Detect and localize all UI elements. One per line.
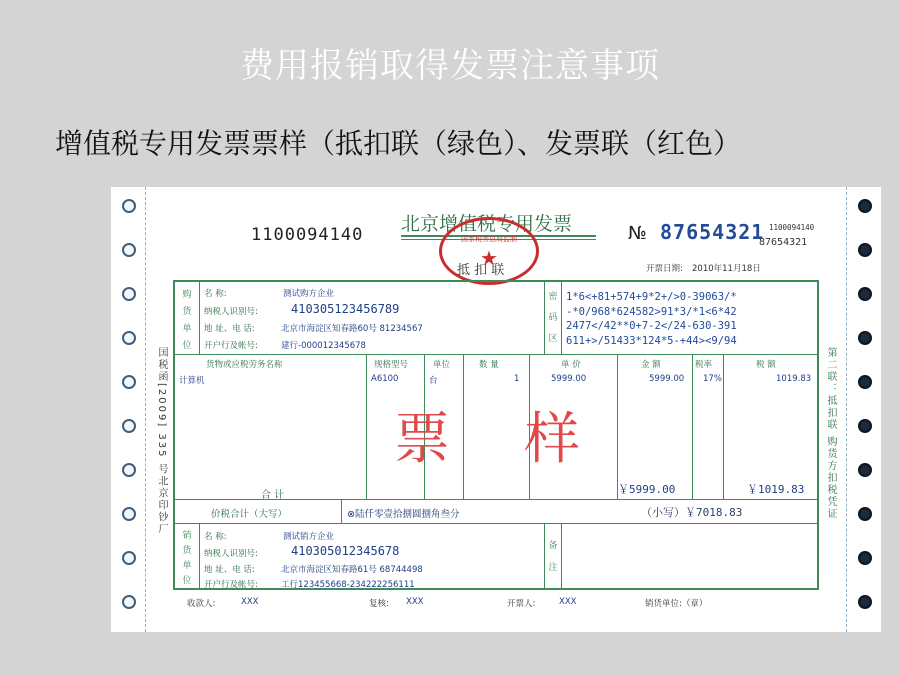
cipher-block [566,290,737,348]
punch-hole [122,551,136,565]
col-header-tax: 税 额 [756,360,776,370]
punch-hole [122,243,136,257]
payee: XXX [241,597,259,607]
item-price: 5999.00 [551,374,587,384]
col-header-amount: 金 额 [641,360,661,370]
col-header-price: 单 价 [561,360,581,370]
copy-name: 抵 扣 联 [457,263,505,278]
punch-hole [122,287,136,301]
col-header-spec: 规格型号 [374,360,409,370]
invoice-code-small: 1100094140 [769,223,815,232]
buyer-address-label: 地 址、电 话: [204,324,255,334]
punch-hole [122,331,136,345]
seller-address: 北京市海淀区知春路61号 68744498 [281,565,423,575]
invoice-number: 87654321 [660,220,765,244]
item-unit: 台 [429,376,438,386]
payee-label: 收款人: [187,599,216,609]
stamp-text: 国家税务总局监制 [461,235,517,243]
cipher-line: 2477</42**0+7-2</24-630-391 [566,320,737,332]
seller-name-label: 名 称: [204,532,227,542]
buyer-bank-label: 开户行及帐号: [204,341,258,351]
punch-hole [122,463,136,477]
issue-date: 2010年11月18日 [692,264,761,274]
right-margin-text: 第二联：抵扣联 购货方扣税凭证 [825,347,836,521]
punch-hole [858,375,872,389]
punch-hole [858,243,872,257]
grand-total-small: （小写）￥7018.83 [641,506,743,519]
total-label: 合 计 [261,490,285,501]
reviewer-label: 复核: [369,599,389,609]
total-tax: ￥1019.83 [747,483,805,496]
invoice-number-small: 87654321 [759,237,808,248]
seller-name: 测试销方企业 [283,532,335,542]
col-header-unit: 单位 [433,360,451,370]
seller-tax-id: 410305012345678 [291,544,400,558]
buyer-section-label: 购货单位 [182,290,192,351]
slide-subtitle: 增值税专用发票票样（抵扣联（绿色）、发票联（红色） [55,127,742,160]
punch-hole [858,331,872,345]
punch-hole [858,551,872,565]
seller-stamp-label: 销货单位:（章） [645,599,708,609]
invoice-image [111,187,881,632]
invoice-code: 1100094140 [251,225,364,245]
drawer-label: 开票人: [507,599,536,609]
issue-date-label: 开票日期: [646,264,683,274]
buyer-name: 测试购方企业 [283,289,335,299]
item-qty: 1 [514,374,520,384]
punch-hole [122,375,136,389]
punch-hole [858,287,872,301]
cipher-line: 611+>/51433*124*5-+44><9/94 [566,334,737,347]
buyer-tax-id-label: 纳税人识别号: [204,307,258,317]
cipher-section-label: 密码区 [548,292,558,344]
buyer-tax-id: 410305123456789 [291,302,400,316]
item-tax: 1019.83 [776,374,812,384]
buyer-address: 北京市海淀区知春路60号 81234567 [281,324,423,334]
seller-section-label: 销货单位 [182,531,192,586]
number-symbol: № [628,223,647,244]
punch-hole [122,199,136,213]
col-header-qty: 数 量 [479,360,499,370]
cipher-line: -*0/968*624582>91*3/*1<6*42 [566,305,737,318]
stamp-star: ★ [480,246,498,270]
punch-hole [122,419,136,433]
punch-hole [858,419,872,433]
punch-hole [858,463,872,477]
col-header-rate: 税率 [695,360,713,370]
left-perforation-strip [111,187,146,632]
reviewer: XXX [406,597,424,607]
item-name: 计算机 [179,376,205,386]
slide-title: 费用报销取得发票注意事项 [240,46,660,86]
seller-address-label: 地 址、电 话: [204,565,255,575]
seller-bank-label: 开户行及帐号: [204,580,258,590]
punch-hole [122,595,136,609]
grand-total-words: ⊗陆仟零壹拾捌圆捌角叁分 [347,509,460,520]
col-header-item: 货物或应税劳务名称 [206,360,283,370]
punch-hole [122,507,136,521]
item-rate: 17% [703,374,722,384]
punch-hole [858,595,872,609]
left-margin-text: 国税函[2009] 335 号北京印钞厂 [156,347,167,536]
item-spec: A6100 [371,374,399,384]
cipher-line: 1*6<+81+574+9*2+/>0-39063/* [566,291,737,303]
seller-bank: 工行123455668-234222256111 [281,580,415,590]
punch-hole [858,507,872,521]
right-perforation-strip [846,187,881,632]
punch-hole [858,199,872,213]
buyer-bank: 建行-000012345678 [281,341,366,351]
grand-total-label: 价税合计（大写） [211,509,288,520]
total-amount: ￥5999.00 [618,483,676,496]
sample-watermark-left: 票 [394,407,452,472]
item-amount: 5999.00 [649,374,685,384]
remarks-label: 备注 [548,541,558,573]
invoice-header-title: 北京增值税专用发票 [401,213,573,235]
drawer: XXX [559,597,577,607]
seller-tax-id-label: 纳税人识别号: [204,549,258,559]
sample-watermark-right: 样 [524,407,582,472]
buyer-name-label: 名 称: [204,289,227,299]
